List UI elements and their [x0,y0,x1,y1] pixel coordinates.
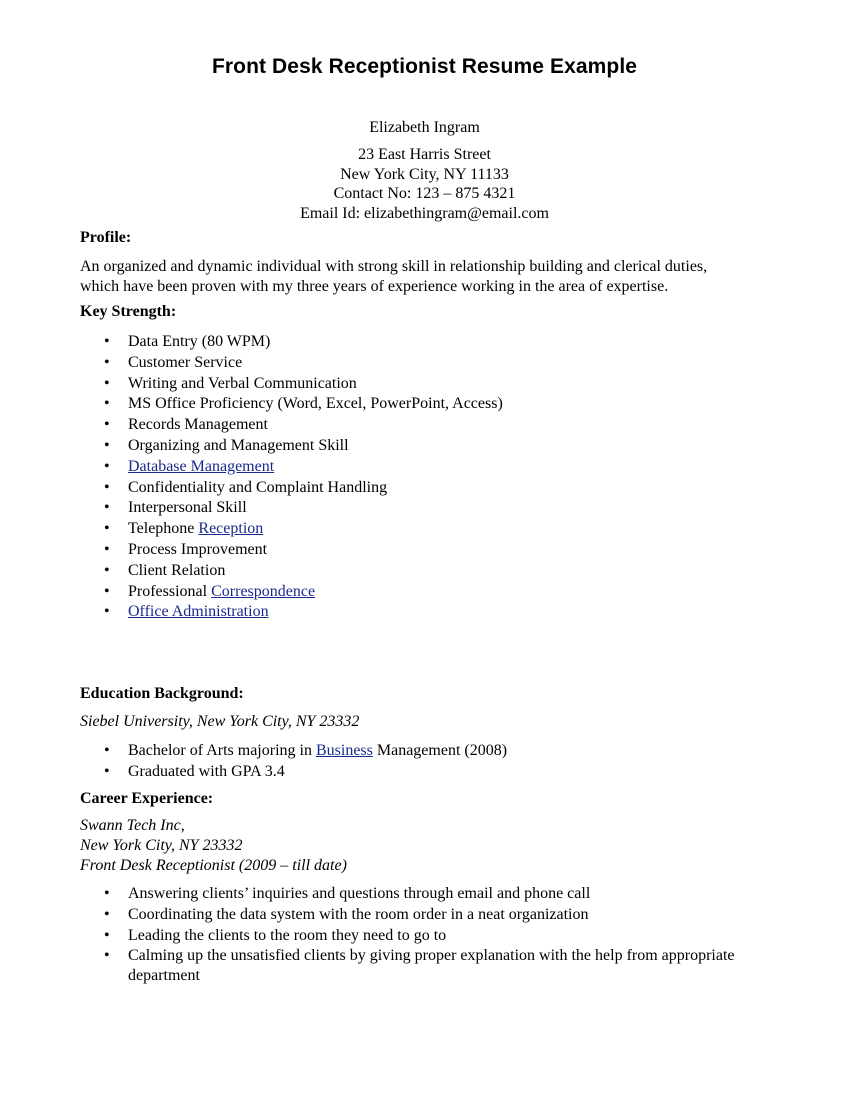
company-name: Swann Tech Inc, [80,817,185,834]
education-list [80,741,780,781]
list-item: • Professional Correspondence [80,582,780,603]
profile-heading: Profile: [80,229,132,246]
contact-number: Contact No: 123 – 875 4321 [333,185,516,202]
reception-link[interactable]: Reception [198,520,264,538]
list-item: • Bachelor of Arts majoring in Business Management (2008) [80,741,780,762]
duties-list [80,884,780,985]
list-item: • Telephone Reception [80,519,780,540]
key-strength-heading: Key Strength: [80,303,177,320]
list-item: • Coordinating the data system with the room order in a neat organization [80,905,780,926]
street-address: 23 East Harris Street [358,146,491,163]
school-name: Siebel University, New York City, NY 23332 [80,713,360,730]
key-strength-list [80,332,780,623]
career-heading: Career Experience: [80,790,214,807]
correspondence-link[interactable]: Correspondence [211,582,316,600]
list-item: • Process Improvement [80,540,780,561]
email-address: Email Id: elizabethingram@email.com [300,204,549,222]
list-item: • Graduated with GPA 3.4 [80,762,780,782]
list-item: • Customer Service [80,353,780,374]
list-item: • Answering clients’ inquiries and questions through email and phone call [80,884,780,905]
education-heading: Education Background: [80,685,244,702]
job-role: Front Desk Receptionist (2009 – till date) [80,856,347,874]
business-link[interactable]: Business [315,742,373,759]
list-item: • Organizing and Management Skill [80,436,780,457]
employer-block [80,816,347,875]
list-item [80,457,780,478]
list-item: • Records Management [80,415,780,436]
document-title: Front Desk Receptionist Resume Example [211,55,638,78]
contact-block [0,145,849,223]
company-location: New York City, NY 23332 [80,836,243,854]
list-item: • Client Relation [80,561,780,582]
database-management-link[interactable]: Database Management [128,457,275,475]
list-item: • Data Entry (80 WPM) [80,332,780,353]
profile-text [80,257,770,296]
list-item: • Leading the clients to the room they need to go to [80,926,780,947]
list-item: • Confidentiality and Complaint Handling [80,478,780,499]
city-address: New York City, NY 11133 [340,165,509,183]
applicant-name: Elizabeth Ingram [369,119,480,136]
list-item: • Calming up the unsatisfied clients by giving proper explanation with the help from appropriate department [80,946,780,985]
list-item [80,602,780,623]
list-item: • MS Office Proficiency (Word, Excel, PowerPoint, Access) [80,394,780,415]
list-item: • Writing and Verbal Communication [80,374,780,395]
list-item: • Interpersonal Skill [80,498,780,519]
profile-line-2: which have been proven with my three years of experience working in the area of expertise. [80,277,669,295]
profile-line-1: An organized and dynamic individual with strong skill in relationship building and clerical duties, [80,258,708,275]
office-administration-link[interactable]: Office Administration [128,603,269,621]
